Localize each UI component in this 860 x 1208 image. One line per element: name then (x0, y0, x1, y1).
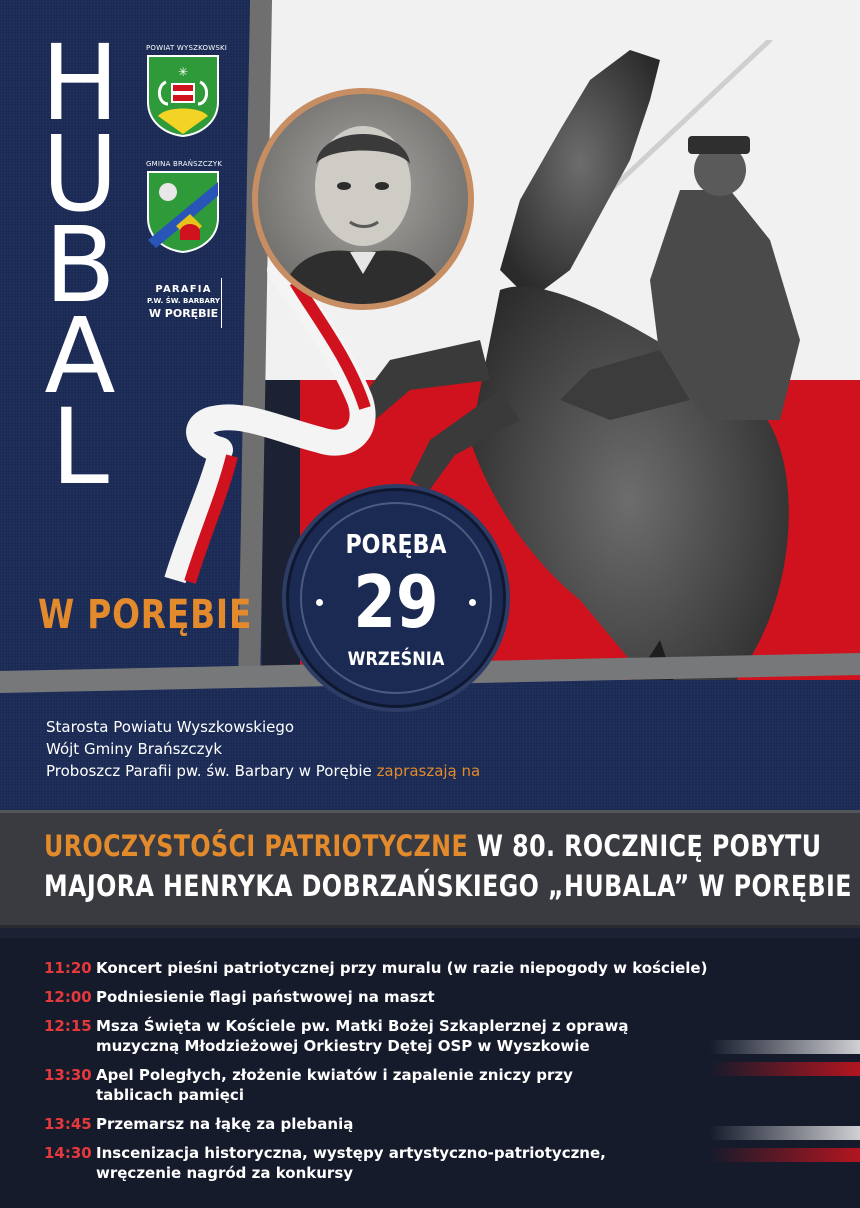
title-letter: U (41, 113, 119, 235)
parish-line: PARAFIA (155, 284, 212, 295)
badge-place: PORĘBA (345, 530, 447, 560)
headline-line-1 (44, 826, 822, 866)
poster-subtitle: W PORĘBIE (38, 592, 253, 638)
organizer-line: Starosta Powiatu Wyszkowskiego (46, 718, 295, 736)
schedule-item (44, 987, 764, 1007)
schedule-time: 14:30 (44, 1144, 92, 1162)
schedule-text: Inscenizacja historyczna, występy artystyczno-patriotyczne, wręczenie nagród za konkursy (96, 1144, 606, 1182)
title-letter: L (51, 386, 109, 508)
schedule-time: 12:00 (44, 988, 92, 1006)
organizer-line: Wójt Gminy Brańszczyk (46, 740, 223, 758)
powiat-coat-of-arms-icon (146, 54, 220, 138)
schedule-time: 12:15 (44, 1017, 92, 1035)
major-hubal-portrait (252, 88, 474, 310)
schedule-item (44, 1065, 764, 1105)
schedule-item (44, 958, 764, 978)
vertical-title (30, 22, 130, 508)
headline-accent: UROCZYSTOŚCI PATRIOTYCZNE (44, 829, 469, 863)
badge-month: WRZEŚNIA (347, 648, 445, 670)
schedule-time: 11:20 (44, 959, 92, 977)
schedule-text: Apel Poległych, złożenie kwiatów i zapalenie zniczy przy tablicach pamięci (96, 1066, 573, 1104)
title-letter: B (44, 204, 116, 326)
schedule-item (44, 1016, 764, 1056)
schedule-text: Podniesienie flagi państwowej na maszt (96, 988, 435, 1006)
powiat-caption: POWIAT WYSZKOWSKI (146, 44, 228, 52)
gmina-coat-of-arms-icon (146, 170, 220, 254)
title-letter: H (40, 22, 120, 144)
schedule-text: Przemarsz na łąkę za plebanią (96, 1115, 354, 1133)
schedule-text: Msza Święta w Kościele pw. Matki Bożej Szkaplerznej z oprawą muzyczną Młodzieżowej Orkiestry Dętej OSP w Wyszkowie (96, 1017, 629, 1055)
gmina-caption: GMINA BRAŃSZCZYK (146, 160, 223, 168)
organizer-invite: zapraszają na (376, 762, 481, 780)
parish-line: W PORĘBIE (148, 307, 219, 320)
parish-line: P.W. ŚW. BARBARY (146, 297, 220, 305)
svg-text:✳: ✳ (177, 65, 189, 79)
parish-logo (146, 278, 222, 328)
schedule-text: Koncert pieśni patriotycznej przy muralu (w razie niepogody w kościele) (96, 959, 708, 977)
headline (44, 826, 852, 906)
badge-dot-right (469, 599, 476, 606)
badge-day: 29 (353, 560, 439, 644)
schedule-list (44, 958, 764, 1192)
portrait-figure-icon (258, 94, 468, 304)
organizer-line-text: Proboszcz Parafii pw. św. Barbary w Porębie (46, 762, 372, 780)
date-badge (282, 484, 510, 712)
headline-line-2: MAJORA HENRYKA DOBRZAŃSKIEGO „HUBALA” W PORĘBIE (44, 869, 852, 903)
schedule-item (44, 1143, 764, 1183)
title-letter: A (44, 295, 116, 417)
schedule-time: 13:45 (44, 1115, 92, 1133)
headline-rest: W 80. ROCZNICĘ POBYTU (476, 829, 822, 863)
organizers-text (46, 716, 480, 782)
schedule-item (44, 1114, 764, 1134)
organizer-line (46, 760, 480, 782)
schedule-time: 13:30 (44, 1066, 92, 1084)
